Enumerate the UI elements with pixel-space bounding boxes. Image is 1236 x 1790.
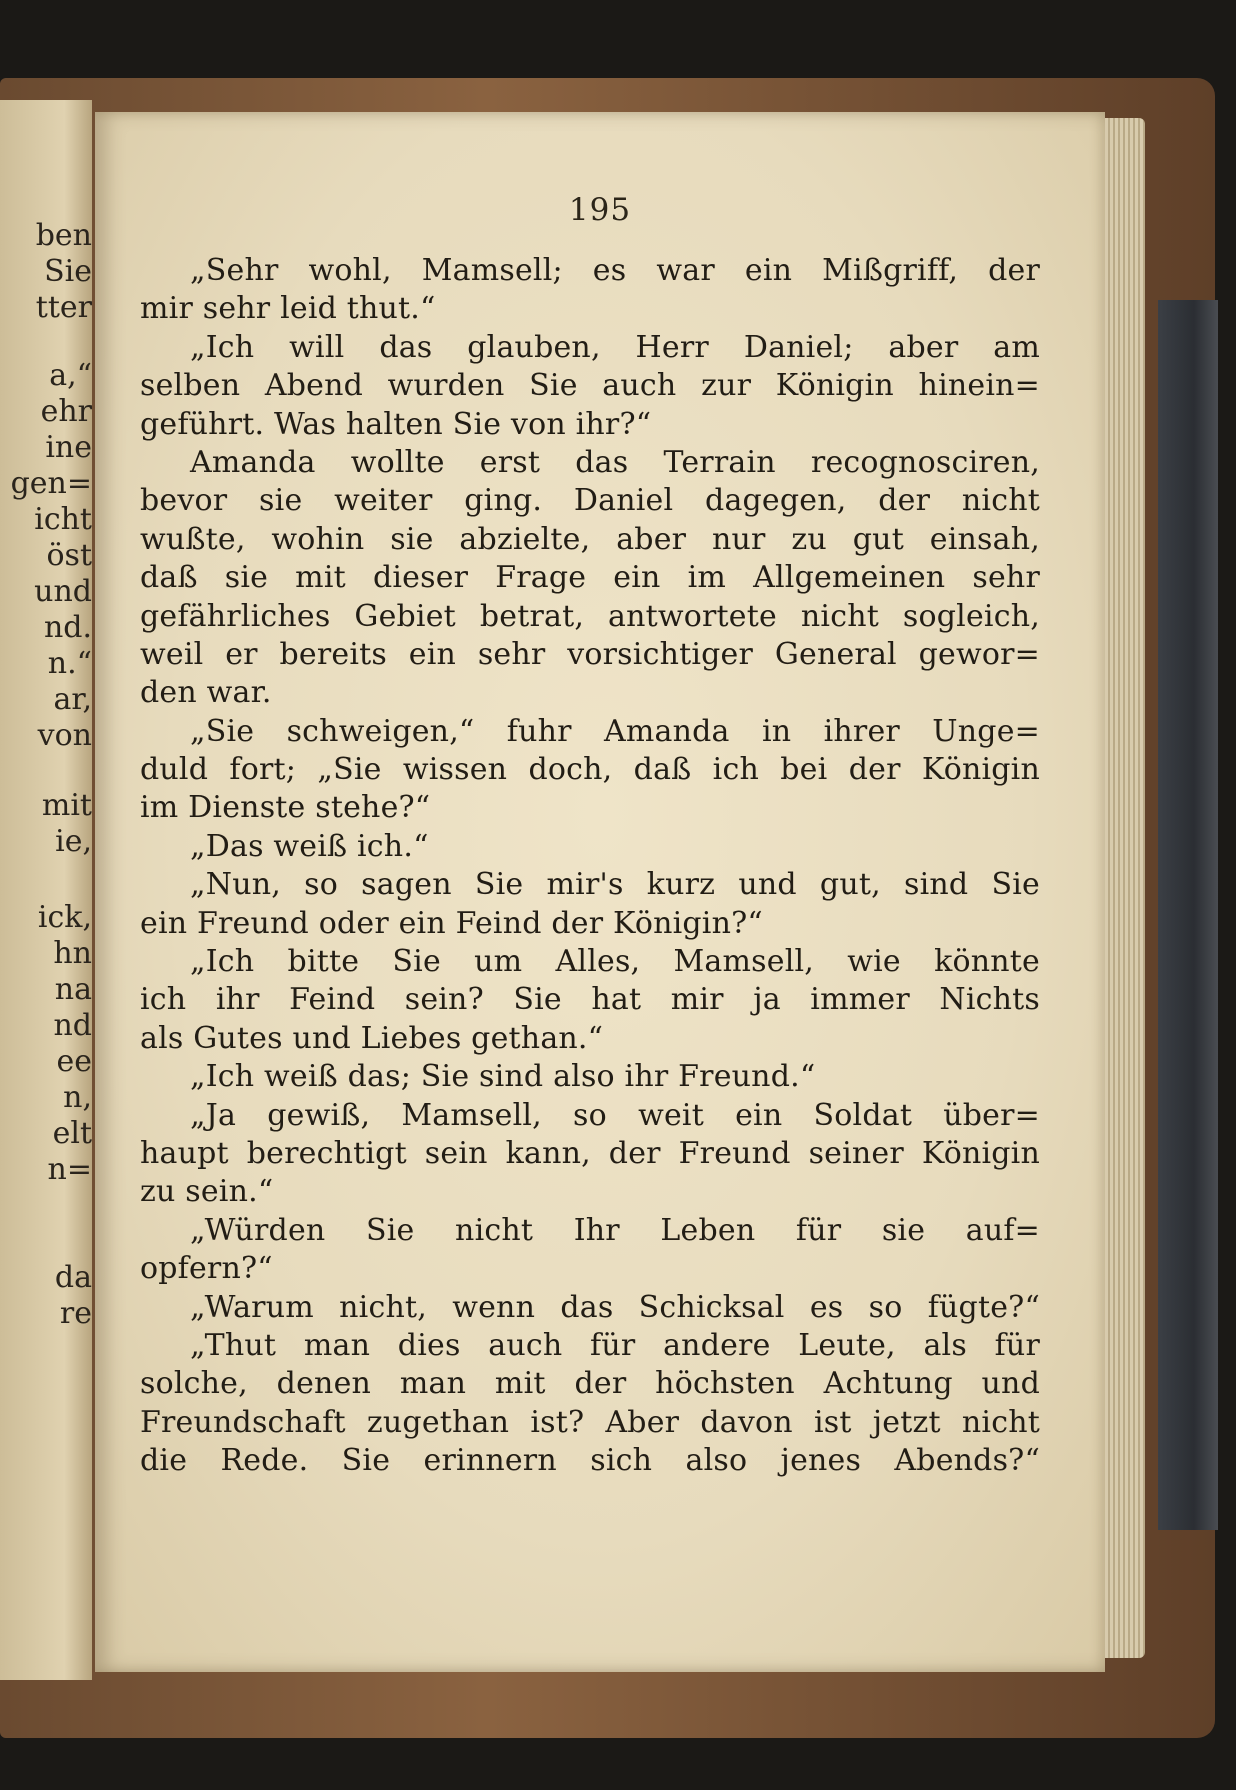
text-line: den war. xyxy=(140,675,272,711)
text-line: opfern?“ xyxy=(140,1251,273,1287)
left-page-text: elt xyxy=(52,1116,92,1151)
page-number: 195 xyxy=(568,192,632,228)
left-page-text: hn xyxy=(53,936,92,971)
left-page-text: ine xyxy=(45,430,92,465)
text-line: selben Abend wurden Sie auch zur Königin hinein= xyxy=(140,368,1040,404)
left-page-text: ben xyxy=(35,218,92,253)
left-page-text: ie, xyxy=(55,824,92,859)
text-line: ein Freund oder ein Feind der Königin?“ xyxy=(140,905,763,941)
text-line: bevor sie weiter ging. Daniel dagegen, der nicht xyxy=(140,483,1040,519)
text-line: mir sehr leid thut.“ xyxy=(140,291,436,327)
text-line: daß sie mit dieser Frage ein im Allgemeinen sehr xyxy=(140,560,1040,596)
text-line: „Das weiß ich.“ xyxy=(190,828,429,864)
page-text-block xyxy=(140,252,1040,1481)
text-line: zu sein.“ xyxy=(140,1174,274,1210)
text-line: duld fort; „Sie wissen doch, daß ich bei der Königin xyxy=(140,752,1040,788)
book-page xyxy=(95,112,1105,1672)
left-page-text: ar, xyxy=(53,682,92,717)
left-page-text: mit xyxy=(41,788,92,823)
left-page-text: a,“ xyxy=(49,358,92,393)
text-line: „Ich will das glauben, Herr Daniel; aber am xyxy=(190,329,1040,365)
left-page-text: icht xyxy=(34,502,92,537)
text-line: gefährliches Gebiet betrat, antwortete nicht sogleich, xyxy=(140,598,1040,634)
text-line: „Sie schweigen,“ fuhr Amanda in ihrer Unge= xyxy=(190,713,1040,749)
left-page-text: n, xyxy=(63,1080,92,1115)
left-page-text: tter xyxy=(35,290,92,325)
text-line: „Ich bitte Sie um Alles, Mamsell, wie könnte xyxy=(190,944,1040,980)
text-line: geführt. Was halten Sie von ihr?“ xyxy=(140,406,652,442)
text-line: solche, denen man mit der höchsten Achtung und xyxy=(140,1366,1040,1402)
left-page-text: von xyxy=(37,718,92,753)
left-page-text: da xyxy=(54,1260,92,1295)
left-page-text: ehr xyxy=(40,394,92,429)
left-page-text: ee xyxy=(56,1044,92,1079)
left-page-text: ick, xyxy=(37,900,92,935)
text-line: „Sehr wohl, Mamsell; es war ein Mißgriff, der xyxy=(190,253,1040,288)
text-line: „Warum nicht, wenn das Schicksal es so fügte?“ xyxy=(190,1289,1040,1325)
text-line: „Ich weiß das; Sie sind also ihr Freund.“ xyxy=(190,1059,816,1095)
text-line: „Würden Sie nicht Ihr Leben für sie auf= xyxy=(190,1212,1040,1248)
text-line: Amanda wollte erst das Terrain recognosciren, xyxy=(190,444,1040,480)
left-page-text: n.“ xyxy=(47,646,92,681)
left-page-text: nd xyxy=(53,1008,92,1043)
text-line: wußte, wohin sie abzielte, aber nur zu gut einsah, xyxy=(140,521,1040,557)
text-line: im Dienste stehe?“ xyxy=(140,790,431,826)
left-page-text: re xyxy=(59,1296,92,1331)
left-page-fragment xyxy=(0,100,92,1680)
left-page-text: gen= xyxy=(10,466,92,501)
left-page-text: und xyxy=(34,574,92,609)
text-line: als Gutes und Liebes gethan.“ xyxy=(140,1020,604,1056)
cover-edge xyxy=(1158,300,1218,1530)
left-page-text: na xyxy=(54,972,92,1007)
text-line: die Rede. Sie erinnern sich also jenes Abends?“ xyxy=(140,1443,1040,1479)
text-line: haupt berechtigt sein kann, der Freund seiner Königin xyxy=(140,1135,1040,1171)
left-page-text: Sie xyxy=(44,254,92,289)
text-line: „Nun, so sagen Sie mir's kurz und gut, sind Sie xyxy=(190,867,1040,903)
left-page-text: nd. xyxy=(43,610,92,645)
text-line: Freundschaft zugethan ist? Aber davon ist jetzt nicht xyxy=(140,1404,1040,1440)
left-page-text: n= xyxy=(47,1152,92,1187)
text-line: „Thut man dies auch für andere Leute, als für xyxy=(190,1327,1040,1363)
left-page-text: öst xyxy=(46,538,92,573)
text-line: weil er bereits ein sehr vorsichtiger General gewor= xyxy=(140,636,1040,672)
text-line: „Ja gewiß, Mamsell, so weit ein Soldat über= xyxy=(190,1097,1040,1133)
text-line: ich ihr Feind sein? Sie hat mir ja immer Nichts xyxy=(140,982,1040,1018)
